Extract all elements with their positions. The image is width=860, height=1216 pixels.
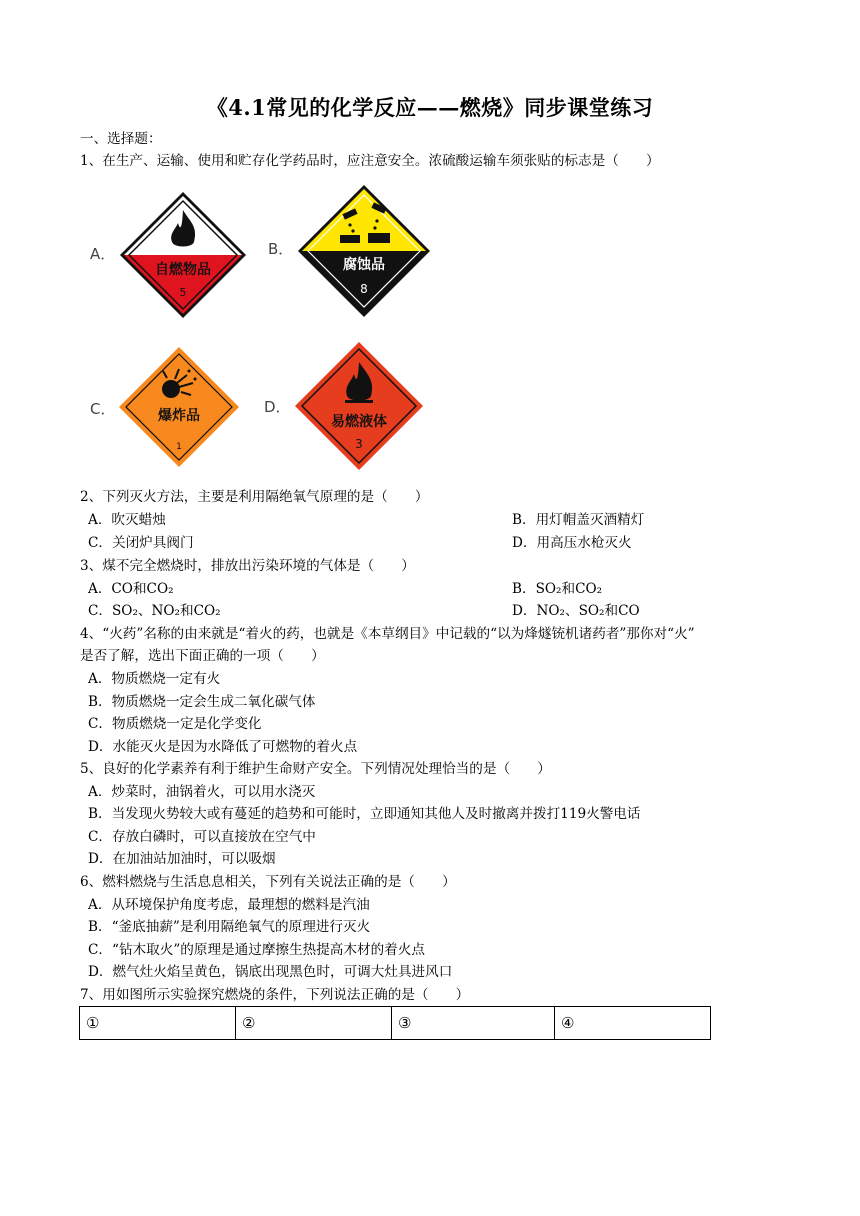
question-2-option-c: C．关闭炉具阀门 (88, 535, 194, 551)
question-4-option-b: B．物质燃烧一定会生成二氧化碳气体 (88, 694, 316, 710)
sign-d-letter: D． (264, 398, 291, 416)
table-cell: ④ (555, 1007, 711, 1040)
question-5-option-b: B．当发现火势较大或有蔓延的趋势和可能时，立即通知其他人及时撤离并拨打119火警电话 (88, 806, 641, 822)
flammable-liquid-sign (293, 340, 425, 472)
question-2-option-b: B．用灯帽盖灭酒精灯 (512, 512, 645, 528)
question-3-option-a: A．CO和CO₂ (88, 581, 174, 597)
sign-b-label: 腐蚀品 (343, 257, 385, 273)
section-heading: 一、选择题： (80, 131, 162, 147)
question-5-option-a: A．炒菜时，油锅着火，可以用水浇灭 (88, 784, 316, 800)
question-6-option-d: D．燃气灶火焰呈黄色，锅底出现黑色时，可调大灶具进风口 (88, 964, 453, 980)
question-6-option-b: B．“釜底抽薪”是利用隔绝氧气的原理进行灭火 (88, 919, 371, 935)
question-4-stem-line1: 4、“火药”名称的由来就是“着火的药，也就是《本草纲目》中记载的“以为烽燧铳机诸药者”那你对“火” (80, 626, 695, 642)
question-3-option-b: B．SO₂和CO₂ (512, 581, 603, 597)
question-4-option-d: D．水能灭火是因为水降低了可燃物的着火点 (88, 739, 358, 755)
table-cell: ③ (392, 1007, 555, 1040)
question-4-option-a: A．物质燃烧一定有火 (88, 671, 221, 687)
question-4-option-c: C．物质燃烧一定是化学变化 (88, 716, 262, 732)
sign-a-letter: A． (90, 245, 116, 263)
question-5-option-d: D．在加油站加油时，可以吸烟 (88, 851, 276, 867)
question-6-option-c: C．“钻木取火”的原理是通过摩擦生热提高木材的着火点 (88, 942, 425, 958)
question-3-option-d: D．NO₂、SO₂和CO (512, 603, 640, 619)
sign-b-letter: B． (268, 240, 294, 258)
question-7-stem: 7、用如图所示实验探究燃烧的条件，下列说法正确的是（ ） (80, 987, 470, 1003)
question-5-option-c: C．存放白磷时，可以直接放在空气中 (88, 829, 316, 845)
table-row (80, 1007, 711, 1040)
experiment-table (79, 1006, 711, 1040)
question-5-stem: 5、良好的化学素养有利于维护生命财产安全。下列情况处理恰当的是（ ） (80, 761, 551, 777)
question-3-option-c: C．SO₂、NO₂和CO₂ (88, 603, 221, 619)
question-6-option-a: A．从环境保护角度考虑，最理想的燃料是汽油 (88, 897, 370, 913)
table-cell: ① (80, 1007, 236, 1040)
sign-b-number: 8 (360, 282, 368, 296)
question-1-stem: 1、在生产、运输、使用和贮存化学药品时，应注意安全。浓硫酸运输车须张贴的标志是（ ） (80, 153, 660, 169)
question-4-stem-line2: 是否了解，选出下面正确的一项（ ） (80, 648, 325, 664)
table-cell: ② (236, 1007, 392, 1040)
spontaneous-combustion-sign (118, 190, 248, 320)
sign-c-letter: C． (90, 400, 116, 418)
page-title: 《4.1常见的化学反应——燃烧》同步课堂练习 (206, 95, 654, 120)
corrosive-sign (296, 183, 432, 319)
question-2-stem: 2、下列灭火方法，主要是利用隔绝氧气原理的是（ ） (80, 489, 429, 505)
sign-a-number: 5 (179, 286, 187, 299)
sign-c-label: 爆炸品 (158, 408, 200, 424)
sign-c-number: 1 (176, 442, 182, 452)
sign-a-label: 自燃物品 (155, 262, 211, 278)
sign-d-label: 易燃液体 (331, 414, 387, 430)
question-2-option-a: A．吹灭蜡烛 (88, 512, 166, 528)
question-2-option-d: D．用高压水枪灭火 (512, 535, 632, 551)
explosive-sign (117, 345, 241, 469)
question-6-stem: 6、燃料燃烧与生活息息相关，下列有关说法正确的是（ ） (80, 874, 456, 890)
question-3-stem: 3、煤不完全燃烧时，排放出污染环境的气体是（ ） (80, 558, 415, 574)
sign-d-number: 3 (355, 437, 363, 451)
